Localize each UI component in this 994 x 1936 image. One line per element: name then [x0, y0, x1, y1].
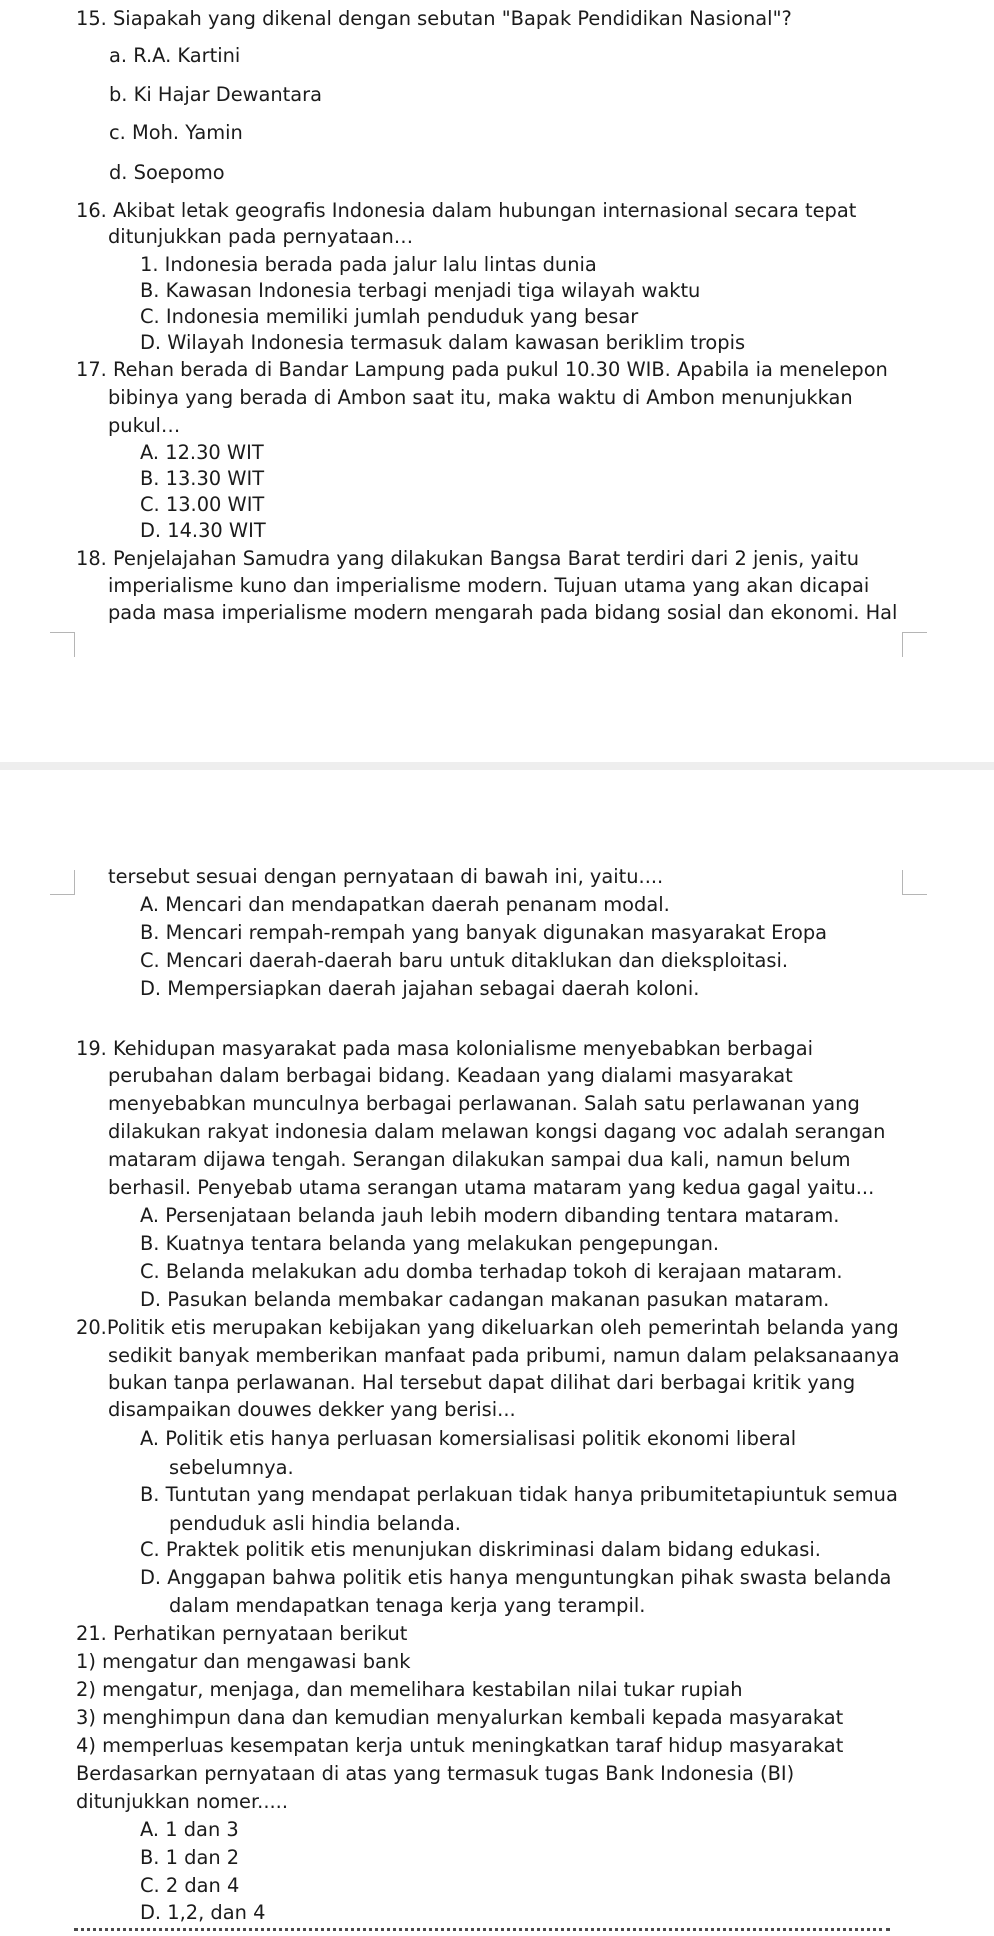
- option-b: B. Kuatnya tentara belanda yang melakukan pengepungan.: [140, 1232, 720, 1255]
- question-text-cont: tersebut sesuai dengan pernyataan di bawah ini, yaitu....: [108, 865, 664, 888]
- statement-1: 1) mengatur dan mengawasi bank: [76, 1650, 411, 1673]
- option-d: D. Anggapan bahwa politik etis hanya menguntungkan pihak swasta belanda: [140, 1566, 892, 1589]
- option-c: C. Belanda melakukan adu domba terhadap tokoh di kerajaan mataram.: [140, 1260, 843, 1283]
- option-c: C. Indonesia memiliki jumlah penduduk yang besar: [140, 305, 639, 328]
- statement-4: 4) memperluas kesempatan kerja untuk meningkatkan taraf hidup masyarakat: [76, 1734, 844, 1757]
- question-text-cont: pada masa imperialisme modern mengarah pada bidang sosial dan ekonomi. Hal: [108, 601, 898, 624]
- option-d: D. Pasukan belanda membakar cadangan makanan pasukan mataram.: [140, 1288, 830, 1311]
- option-d: D. Mempersiapkan daerah jajahan sebagai daerah koloni.: [140, 977, 700, 1000]
- question-text-cont: menyebabkan munculnya berbagai perlawanan. Salah satu perlawanan yang: [108, 1092, 860, 1115]
- question-text-cont: ditunjukkan pada pernyataan…: [108, 225, 414, 248]
- option-a: A. 1 dan 3: [140, 1818, 239, 1841]
- page-corner-mark: [902, 632, 927, 657]
- option-c: C. Praktek politik etis menunjukan diskriminasi dalam bidang edukasi.: [140, 1538, 821, 1561]
- option-a: A. Politik etis hanya perluasan komersialisasi politik ekonomi liberal: [140, 1427, 797, 1450]
- option-d: d. Soepomo: [109, 161, 225, 184]
- option-a: a. R.A. Kartini: [109, 44, 241, 67]
- option-b: B. 13.30 WIT: [140, 467, 265, 490]
- question-text-cont: pukul…: [108, 414, 181, 437]
- option-a-cont: sebelumnya.: [169, 1456, 294, 1479]
- question-text-cont: disampaikan douwes dekker yang berisi...: [108, 1398, 516, 1421]
- question-text-cont: imperialisme kuno dan imperialisme modern. Tujuan utama yang akan dicapai: [108, 574, 870, 597]
- option-a: A. 12.30 WIT: [140, 441, 264, 464]
- statement-2: 2) mengatur, menjaga, dan memelihara kestabilan nilai tukar rupiah: [76, 1678, 743, 1701]
- option-d: D. Wilayah Indonesia termasuk dalam kawasan beriklim tropis: [140, 331, 746, 354]
- question-text: 15. Siapakah yang dikenal dengan sebutan "Bapak Pendidikan Nasional"?: [76, 7, 792, 30]
- cropped-next-line: [74, 1928, 890, 1934]
- option-a: A. Mencari dan mendapatkan daerah penanam modal.: [140, 893, 670, 916]
- question-text-cont: sedikit banyak memberikan manfaat pada pribumi, namun dalam pelaksanaanya: [108, 1344, 900, 1367]
- question-text: 17. Rehan berada di Bandar Lampung pada pukul 10.30 WIB. Apabila ia menelepon: [76, 358, 888, 381]
- question-text: 20.Politik etis merupakan kebijakan yang dikeluarkan oleh pemerintah belanda yang: [76, 1316, 899, 1339]
- option-d-cont: dalam mendapatkan tenaga kerja yang terampil.: [169, 1594, 646, 1617]
- option-b: B. 1 dan 2: [140, 1846, 240, 1869]
- page-corner-mark: [50, 870, 75, 895]
- page-break: [0, 762, 994, 770]
- option-b: B. Kawasan Indonesia terbagi menjadi tiga wilayah waktu: [140, 279, 701, 302]
- option-b: b. Ki Hajar Dewantara: [109, 83, 323, 106]
- question-text-cont: perubahan dalam berbagai bidang. Keadaan yang dialami masyarakat: [108, 1064, 793, 1087]
- option-c: C. 13.00 WIT: [140, 493, 265, 516]
- question-text: 18. Penjelajahan Samudra yang dilakukan Bangsa Barat terdiri dari 2 jenis, yaitu: [76, 547, 860, 570]
- question-text-cont: bibinya yang berada di Ambon saat itu, maka waktu di Ambon menunjukkan: [108, 386, 853, 409]
- question-text-cont: berhasil. Penyebab utama serangan utama mataram yang kedua gagal yaitu...: [108, 1176, 875, 1199]
- option-a: 1. Indonesia berada pada jalur lalu lintas dunia: [140, 253, 597, 276]
- option-c: C. 2 dan 4: [140, 1874, 240, 1897]
- question-text-cont: dilakukan rakyat indonesia dalam melawan kongsi dagang voc adalah serangan: [108, 1120, 886, 1143]
- option-b: B. Tuntutan yang mendapat perlakuan tidak hanya pribumitetapiuntuk semua: [140, 1483, 898, 1506]
- option-a: A. Persenjataan belanda jauh lebih modern dibanding tentara mataram.: [140, 1204, 840, 1227]
- page-corner-mark: [50, 632, 75, 657]
- option-b: B. Mencari rempah-rempah yang banyak digunakan masyarakat Eropa: [140, 921, 828, 944]
- question-text-cont: Berdasarkan pernyataan di atas yang termasuk tugas Bank Indonesia (BI): [76, 1762, 795, 1785]
- question-text: 16. Akibat letak geografis Indonesia dalam hubungan internasional secara tepat: [76, 199, 857, 222]
- question-text-cont: bukan tanpa perlawanan. Hal tersebut dapat dilihat dari berbagai kritik yang: [108, 1371, 856, 1394]
- question-text: 19. Kehidupan masyarakat pada masa kolonialisme menyebabkan berbagai: [76, 1037, 813, 1060]
- option-c: c. Moh. Yamin: [109, 121, 243, 144]
- question-text-cont: mataram dijawa tengah. Serangan dilakukan sampai dua kali, namun belum: [108, 1148, 851, 1171]
- question-text-cont: ditunjukkan nomer.....: [76, 1790, 288, 1813]
- option-c: C. Mencari daerah-daerah baru untuk ditaklukan dan dieksploitasi.: [140, 949, 789, 972]
- option-d: D. 1,2, dan 4: [140, 1901, 266, 1924]
- option-b-cont: penduduk asli hindia belanda.: [169, 1512, 461, 1535]
- option-d: D. 14.30 WIT: [140, 519, 266, 542]
- question-text: 21. Perhatikan pernyataan berikut: [76, 1622, 408, 1645]
- page-corner-mark: [902, 870, 927, 895]
- statement-3: 3) menghimpun dana dan kemudian menyalurkan kembali kepada masyarakat: [76, 1706, 844, 1729]
